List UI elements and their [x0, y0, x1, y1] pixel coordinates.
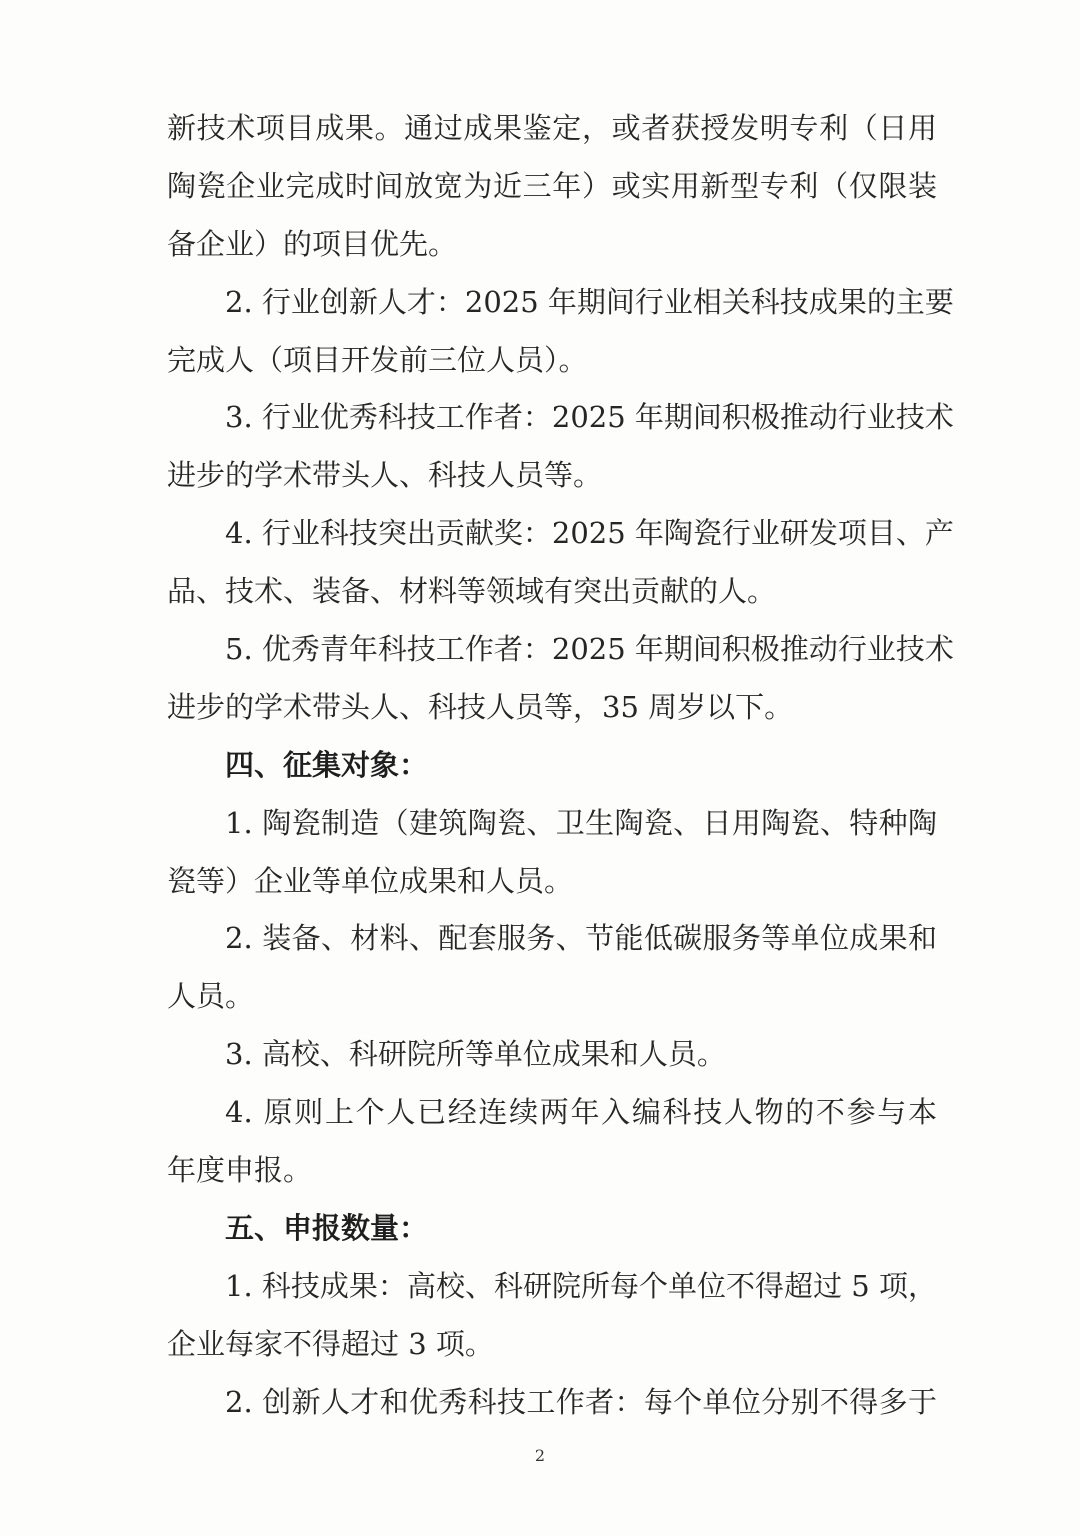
text-line: 企业每家不得超过 3 项。	[167, 1326, 494, 1361]
text-line: 2. 行业创新人才：2025 年期间行业相关科技成果的主要	[225, 284, 954, 319]
text-line: 陶瓷企业完成时间放宽为近三年）或实用新型专利（仅限装	[167, 168, 937, 203]
text-line: 进步的学术带头人、科技人员等，35 周岁以下。	[167, 689, 794, 724]
text-line: 4. 行业科技突出贡献奖：2025 年陶瓷行业研发项目、产	[225, 516, 954, 551]
text-line: 瓷等）企业等单位成果和人员。	[167, 863, 574, 898]
text-line: 1. 科技成果：高校、科研院所每个单位不得超过 5 项，	[225, 1268, 937, 1303]
text-line: 3. 行业优秀科技工作者：2025 年期间积极推动行业技术	[225, 400, 954, 435]
text-line: 年度申报。	[167, 1153, 313, 1188]
body-text	[167, 100, 954, 1431]
text-line: 5. 优秀青年科技工作者：2025 年期间积极推动行业技术	[225, 632, 954, 667]
text-line: 2. 装备、材料、配套服务、节能低碳服务等单位成果和	[225, 921, 937, 956]
text-line: 新技术项目成果。通过成果鉴定，或者获授发明专利（日用	[167, 111, 937, 145]
section-heading: 五、申报数量：	[225, 1210, 429, 1245]
text-line: 品、技术、装备、材料等领域有突出贡献的人。	[167, 574, 777, 609]
text-line: 进步的学术带头人、科技人员等。	[167, 458, 603, 493]
text-line: 2. 创新人才和优秀科技工作者：每个单位分别不得多于	[225, 1384, 937, 1419]
text-line: 3. 高校、科研院所等单位成果和人员。	[225, 1037, 726, 1072]
page-number: 2	[534, 1446, 546, 1465]
text-line: 1. 陶瓷制造（建筑陶瓷、卫生陶瓷、日用陶瓷、特种陶	[225, 805, 937, 840]
text-line: 4. 原则上个人已经连续两年入编科技人物的不参与本	[225, 1095, 937, 1130]
text-line: 人员。	[167, 979, 255, 1014]
text-line: 备企业）的项目优先。	[167, 226, 458, 261]
section-heading: 四、征集对象：	[225, 747, 429, 782]
text-line: 完成人（项目开发前三位人员）。	[167, 342, 588, 377]
